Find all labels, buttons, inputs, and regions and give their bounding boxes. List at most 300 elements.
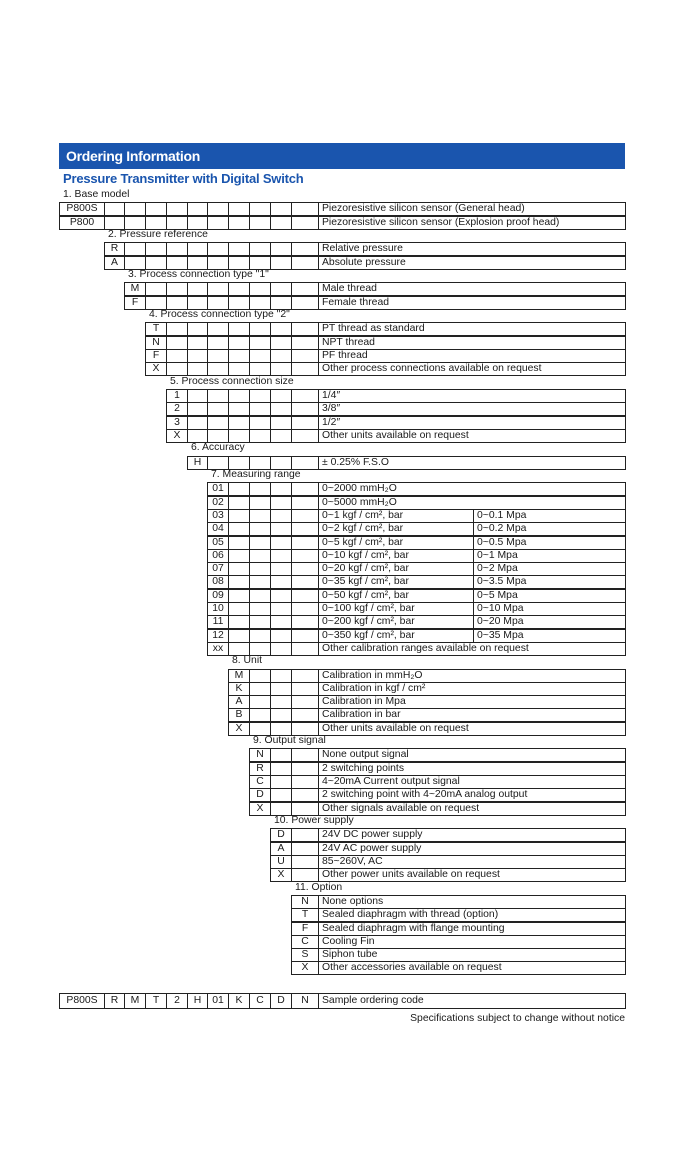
empty-code-cell xyxy=(228,336,250,350)
empty-code-cell xyxy=(249,202,271,216)
option-description-mpa: 0~10 Mpa xyxy=(473,602,626,616)
option-description-mpa: 0~20 Mpa xyxy=(473,615,626,629)
empty-code-cell xyxy=(249,416,271,430)
option-code-cell: 1 xyxy=(166,389,188,403)
empty-code-cell xyxy=(249,509,271,523)
empty-code-cell xyxy=(249,562,271,576)
empty-code-cell xyxy=(249,296,271,310)
option-code-cell: D xyxy=(249,788,271,802)
section-label: 1. Base model xyxy=(63,189,130,200)
empty-code-cell xyxy=(228,615,250,629)
option-description: Other signals available on request xyxy=(318,802,626,816)
option-description: Other process connections available on request xyxy=(318,362,626,376)
empty-code-cell xyxy=(228,522,250,536)
empty-code-cell xyxy=(228,256,250,270)
empty-code-cell xyxy=(207,429,229,443)
option-code-cell: U xyxy=(270,855,292,869)
empty-code-cell xyxy=(270,496,292,510)
empty-code-cell xyxy=(124,202,146,216)
option-description: 0~35 kgf / cm², bar xyxy=(318,575,474,589)
empty-code-cell xyxy=(166,256,188,270)
empty-code-cell xyxy=(291,402,319,416)
sample-code-cell: N xyxy=(291,993,319,1009)
empty-code-cell xyxy=(207,256,229,270)
section-label: 4. Process connection type "2" xyxy=(149,309,290,320)
empty-code-cell xyxy=(187,389,208,403)
option-code-cell: S xyxy=(291,948,319,962)
option-description: Other units available on request xyxy=(318,429,626,443)
option-description: Piezoresistive silicon sensor (General head) xyxy=(318,202,626,216)
empty-code-cell xyxy=(291,708,319,722)
option-code-cell: 3 xyxy=(166,416,188,430)
empty-code-cell xyxy=(145,242,167,256)
empty-code-cell xyxy=(270,256,292,270)
empty-code-cell xyxy=(249,496,271,510)
option-description: Calibration in mmH₂O xyxy=(318,669,626,683)
option-description-mpa: 0~5 Mpa xyxy=(473,589,626,603)
empty-code-cell xyxy=(166,282,188,296)
empty-code-cell xyxy=(270,482,292,496)
empty-code-cell xyxy=(228,589,250,603)
sample-code-cell: H xyxy=(187,993,208,1009)
empty-code-cell xyxy=(207,416,229,430)
empty-code-cell xyxy=(228,602,250,616)
empty-code-cell xyxy=(187,336,208,350)
empty-code-cell xyxy=(187,322,208,336)
empty-code-cell xyxy=(291,549,319,563)
option-code-cell: 09 xyxy=(207,589,229,603)
option-description: 2 switching points xyxy=(318,762,626,776)
option-description-mpa: 0~1 Mpa xyxy=(473,549,626,563)
empty-code-cell xyxy=(291,669,319,683)
empty-code-cell xyxy=(270,708,292,722)
empty-code-cell xyxy=(291,322,319,336)
empty-code-cell xyxy=(291,336,319,350)
empty-code-cell xyxy=(249,722,271,736)
empty-code-cell xyxy=(124,242,146,256)
empty-code-cell xyxy=(270,296,292,310)
empty-code-cell xyxy=(166,242,188,256)
empty-code-cell xyxy=(291,575,319,589)
empty-code-cell xyxy=(249,349,271,363)
section-label: 2. Pressure reference xyxy=(108,229,208,240)
empty-code-cell xyxy=(166,216,188,230)
empty-code-cell xyxy=(291,802,319,816)
empty-code-cell xyxy=(249,389,271,403)
empty-code-cell xyxy=(270,202,292,216)
empty-code-cell xyxy=(270,775,292,789)
option-description: 1/2″ xyxy=(318,416,626,430)
empty-code-cell xyxy=(228,509,250,523)
empty-code-cell xyxy=(249,402,271,416)
empty-code-cell xyxy=(291,868,319,882)
option-description: None output signal xyxy=(318,748,626,762)
option-code-cell: X xyxy=(228,722,250,736)
option-code-cell: R xyxy=(249,762,271,776)
empty-code-cell xyxy=(270,642,292,656)
option-code-cell: 11 xyxy=(207,615,229,629)
option-code-cell: X xyxy=(249,802,271,816)
empty-code-cell xyxy=(249,522,271,536)
option-description: Siphon tube xyxy=(318,948,626,962)
empty-code-cell xyxy=(228,456,250,470)
empty-code-cell xyxy=(291,615,319,629)
option-code-cell: X xyxy=(145,362,167,376)
empty-code-cell xyxy=(291,602,319,616)
empty-code-cell xyxy=(207,456,229,470)
option-code-cell: T xyxy=(291,908,319,922)
option-code-cell: 10 xyxy=(207,602,229,616)
sample-code-cell: C xyxy=(249,993,271,1009)
empty-code-cell xyxy=(291,429,319,443)
empty-code-cell xyxy=(291,202,319,216)
option-description-mpa: 0~0.1 Mpa xyxy=(473,509,626,523)
empty-code-cell xyxy=(270,336,292,350)
option-description: Sealed diaphragm with flange mounting xyxy=(318,922,626,936)
empty-code-cell xyxy=(228,416,250,430)
empty-code-cell xyxy=(291,296,319,310)
option-code-cell: 08 xyxy=(207,575,229,589)
option-code-cell: 03 xyxy=(207,509,229,523)
option-description: Female thread xyxy=(318,296,626,310)
empty-code-cell xyxy=(291,775,319,789)
empty-code-cell xyxy=(249,642,271,656)
empty-code-cell xyxy=(228,296,250,310)
section-banner-title: Ordering Information xyxy=(59,143,625,169)
option-code-cell: C xyxy=(249,775,271,789)
empty-code-cell xyxy=(249,336,271,350)
empty-code-cell xyxy=(228,496,250,510)
empty-code-cell xyxy=(228,642,250,656)
option-code-cell: A xyxy=(104,256,125,270)
empty-code-cell xyxy=(187,282,208,296)
empty-code-cell xyxy=(291,629,319,643)
empty-code-cell xyxy=(291,788,319,802)
empty-code-cell xyxy=(249,682,271,696)
empty-code-cell xyxy=(207,282,229,296)
empty-code-cell xyxy=(291,562,319,576)
option-description-mpa: 0~0.5 Mpa xyxy=(473,536,626,550)
empty-code-cell xyxy=(270,629,292,643)
empty-code-cell xyxy=(207,402,229,416)
option-description-mpa: 0~0.2 Mpa xyxy=(473,522,626,536)
option-description: 2 switching point with 4~20mA analog output xyxy=(318,788,626,802)
empty-code-cell xyxy=(187,202,208,216)
option-code-cell: 02 xyxy=(207,496,229,510)
empty-code-cell xyxy=(291,416,319,430)
option-code-cell: 06 xyxy=(207,549,229,563)
empty-code-cell xyxy=(207,336,229,350)
option-code-cell: R xyxy=(104,242,125,256)
empty-code-cell xyxy=(270,762,292,776)
empty-code-cell xyxy=(145,216,167,230)
option-code-cell: F xyxy=(124,296,146,310)
empty-code-cell xyxy=(145,202,167,216)
empty-code-cell xyxy=(166,336,188,350)
empty-code-cell xyxy=(270,402,292,416)
empty-code-cell xyxy=(228,482,250,496)
empty-code-cell xyxy=(270,562,292,576)
option-code-cell: C xyxy=(291,935,319,949)
option-description: Other calibration ranges available on request xyxy=(318,642,626,656)
option-description: 0~5 kgf / cm², bar xyxy=(318,536,474,550)
empty-code-cell xyxy=(291,282,319,296)
product-subtitle: Pressure Transmitter with Digital Switch xyxy=(63,171,304,186)
empty-code-cell xyxy=(270,509,292,523)
empty-code-cell xyxy=(228,216,250,230)
option-code-cell: N xyxy=(249,748,271,762)
empty-code-cell xyxy=(104,216,125,230)
empty-code-cell xyxy=(145,282,167,296)
option-description: PT thread as standard xyxy=(318,322,626,336)
option-description: 0~10 kgf / cm², bar xyxy=(318,549,474,563)
empty-code-cell xyxy=(249,602,271,616)
empty-code-cell xyxy=(270,522,292,536)
empty-code-cell xyxy=(249,242,271,256)
option-code-cell: M xyxy=(228,669,250,683)
option-code-cell: P800S xyxy=(59,202,105,216)
empty-code-cell xyxy=(166,296,188,310)
section-label: 7. Measuring range xyxy=(211,468,301,480)
option-description: Absolute pressure xyxy=(318,256,626,270)
empty-code-cell xyxy=(249,615,271,629)
empty-code-cell xyxy=(291,456,319,470)
empty-code-cell xyxy=(270,536,292,550)
option-description: 0~5000 mmH₂O xyxy=(318,496,626,510)
option-code-cell: A xyxy=(228,695,250,709)
option-description: ± 0.25% F.S.O xyxy=(318,456,626,470)
empty-code-cell xyxy=(270,615,292,629)
option-code-cell: A xyxy=(270,842,292,856)
option-code-cell: F xyxy=(145,349,167,363)
sample-code-cell: K xyxy=(228,993,250,1009)
option-description: 0~350 kgf / cm², bar xyxy=(318,629,474,643)
option-description-mpa: 0~35 Mpa xyxy=(473,629,626,643)
empty-code-cell xyxy=(291,536,319,550)
option-code-cell: 01 xyxy=(207,482,229,496)
empty-code-cell xyxy=(207,216,229,230)
sample-code-cell: 2 xyxy=(166,993,188,1009)
sample-code-cell: M xyxy=(124,993,146,1009)
empty-code-cell xyxy=(187,429,208,443)
option-description: 0~1 kgf / cm², bar xyxy=(318,509,474,523)
empty-code-cell xyxy=(187,256,208,270)
empty-code-cell xyxy=(270,389,292,403)
option-description: 3/8″ xyxy=(318,402,626,416)
empty-code-cell xyxy=(291,242,319,256)
option-description: Other units available on request xyxy=(318,722,626,736)
empty-code-cell xyxy=(291,762,319,776)
sample-code-cell: T xyxy=(145,993,167,1009)
option-code-cell: X xyxy=(270,868,292,882)
empty-code-cell xyxy=(291,722,319,736)
empty-code-cell xyxy=(145,296,167,310)
empty-code-cell xyxy=(270,349,292,363)
empty-code-cell xyxy=(207,202,229,216)
empty-code-cell xyxy=(228,629,250,643)
empty-code-cell xyxy=(228,349,250,363)
empty-code-cell xyxy=(249,456,271,470)
empty-code-cell xyxy=(187,296,208,310)
empty-code-cell xyxy=(249,589,271,603)
empty-code-cell xyxy=(249,708,271,722)
option-description: 0~200 kgf / cm², bar xyxy=(318,615,474,629)
option-code-cell: 07 xyxy=(207,562,229,576)
empty-code-cell xyxy=(124,256,146,270)
sample-code-cell: R xyxy=(104,993,125,1009)
option-description: Calibration in bar xyxy=(318,708,626,722)
option-description: 0~50 kgf / cm², bar xyxy=(318,589,474,603)
section-label: 10. Power supply xyxy=(274,815,354,826)
empty-code-cell xyxy=(228,429,250,443)
empty-code-cell xyxy=(270,216,292,230)
option-code-cell: T xyxy=(145,322,167,336)
option-code-cell: 05 xyxy=(207,536,229,550)
option-description: Sealed diaphragm with thread (option) xyxy=(318,908,626,922)
option-code-cell: N xyxy=(145,336,167,350)
empty-code-cell xyxy=(249,256,271,270)
option-description-mpa: 0~3.5 Mpa xyxy=(473,575,626,589)
empty-code-cell xyxy=(270,575,292,589)
empty-code-cell xyxy=(228,575,250,589)
empty-code-cell xyxy=(249,482,271,496)
option-description: Other accessories available on request xyxy=(318,961,626,975)
empty-code-cell xyxy=(270,802,292,816)
empty-code-cell xyxy=(228,549,250,563)
empty-code-cell xyxy=(270,788,292,802)
option-description: 0~100 kgf / cm², bar xyxy=(318,602,474,616)
option-description: 4~20mA Current output signal xyxy=(318,775,626,789)
empty-code-cell xyxy=(291,216,319,230)
empty-code-cell xyxy=(228,362,250,376)
option-code-cell: X xyxy=(166,429,188,443)
section-label: 3. Process connection type "1" xyxy=(128,269,269,280)
option-code-cell: xx xyxy=(207,642,229,656)
empty-code-cell xyxy=(270,695,292,709)
empty-code-cell xyxy=(228,202,250,216)
option-description: Piezoresistive silicon sensor (Explosion proof head) xyxy=(318,216,626,230)
empty-code-cell xyxy=(291,522,319,536)
empty-code-cell xyxy=(291,509,319,523)
empty-code-cell xyxy=(270,589,292,603)
empty-code-cell xyxy=(187,362,208,376)
empty-code-cell xyxy=(228,536,250,550)
empty-code-cell xyxy=(270,669,292,683)
empty-code-cell xyxy=(228,242,250,256)
empty-code-cell xyxy=(270,748,292,762)
empty-code-cell xyxy=(270,549,292,563)
empty-code-cell xyxy=(166,202,188,216)
option-description: 24V DC power supply xyxy=(318,828,626,842)
empty-code-cell xyxy=(187,242,208,256)
option-code-cell: B xyxy=(228,708,250,722)
sample-code-cell: 01 xyxy=(207,993,229,1009)
empty-code-cell xyxy=(228,322,250,336)
option-description: None options xyxy=(318,895,626,909)
empty-code-cell xyxy=(104,202,125,216)
empty-code-cell xyxy=(291,695,319,709)
empty-code-cell xyxy=(291,482,319,496)
option-code-cell: K xyxy=(228,682,250,696)
empty-code-cell xyxy=(228,402,250,416)
empty-code-cell xyxy=(270,242,292,256)
option-description: Male thread xyxy=(318,282,626,296)
option-description: Calibration in kgf / cm² xyxy=(318,682,626,696)
empty-code-cell xyxy=(291,496,319,510)
option-description: 85~260V, AC xyxy=(318,855,626,869)
empty-code-cell xyxy=(291,362,319,376)
empty-code-cell xyxy=(249,322,271,336)
empty-code-cell xyxy=(249,575,271,589)
empty-code-cell xyxy=(166,362,188,376)
empty-code-cell xyxy=(249,536,271,550)
option-code-cell: P800 xyxy=(59,216,105,230)
sample-description: Sample ordering code xyxy=(318,993,626,1009)
section-label: 9. Output signal xyxy=(253,735,326,747)
option-description-mpa: 0~2 Mpa xyxy=(473,562,626,576)
empty-code-cell xyxy=(291,642,319,656)
empty-code-cell xyxy=(187,402,208,416)
option-description: 1/4″ xyxy=(318,389,626,403)
empty-code-cell xyxy=(166,349,188,363)
empty-code-cell xyxy=(291,842,319,856)
section-label: 8. Unit xyxy=(232,655,263,667)
empty-code-cell xyxy=(270,722,292,736)
empty-code-cell xyxy=(270,322,292,336)
empty-code-cell xyxy=(291,589,319,603)
sample-code-cell: D xyxy=(270,993,292,1009)
section-label: 5. Process connection size xyxy=(170,375,294,387)
empty-code-cell xyxy=(207,389,229,403)
sample-code-cell: P800S xyxy=(59,993,105,1009)
empty-code-cell xyxy=(291,682,319,696)
option-description: 24V AC power supply xyxy=(318,842,626,856)
option-code-cell: 2 xyxy=(166,402,188,416)
empty-code-cell xyxy=(249,282,271,296)
option-description: 0~20 kgf / cm², bar xyxy=(318,562,474,576)
empty-code-cell xyxy=(187,416,208,430)
empty-code-cell xyxy=(270,456,292,470)
empty-code-cell xyxy=(207,322,229,336)
empty-code-cell xyxy=(270,429,292,443)
option-description: PF thread xyxy=(318,349,626,363)
empty-code-cell xyxy=(249,695,271,709)
option-description: NPT thread xyxy=(318,336,626,350)
empty-code-cell xyxy=(270,282,292,296)
empty-code-cell xyxy=(207,296,229,310)
empty-code-cell xyxy=(228,562,250,576)
option-code-cell: X xyxy=(291,961,319,975)
option-code-cell: N xyxy=(291,895,319,909)
option-code-cell: D xyxy=(270,828,292,842)
empty-code-cell xyxy=(291,389,319,403)
empty-code-cell xyxy=(249,216,271,230)
empty-code-cell xyxy=(249,549,271,563)
option-code-cell: 04 xyxy=(207,522,229,536)
option-description: Cooling Fin xyxy=(318,935,626,949)
empty-code-cell xyxy=(291,256,319,270)
empty-code-cell xyxy=(124,216,146,230)
empty-code-cell xyxy=(291,349,319,363)
empty-code-cell xyxy=(228,389,250,403)
option-code-cell: M xyxy=(124,282,146,296)
empty-code-cell xyxy=(207,242,229,256)
empty-code-cell xyxy=(166,322,188,336)
option-description: Relative pressure xyxy=(318,242,626,256)
empty-code-cell xyxy=(249,629,271,643)
section-label: 11. Option xyxy=(295,881,343,893)
empty-code-cell xyxy=(207,349,229,363)
